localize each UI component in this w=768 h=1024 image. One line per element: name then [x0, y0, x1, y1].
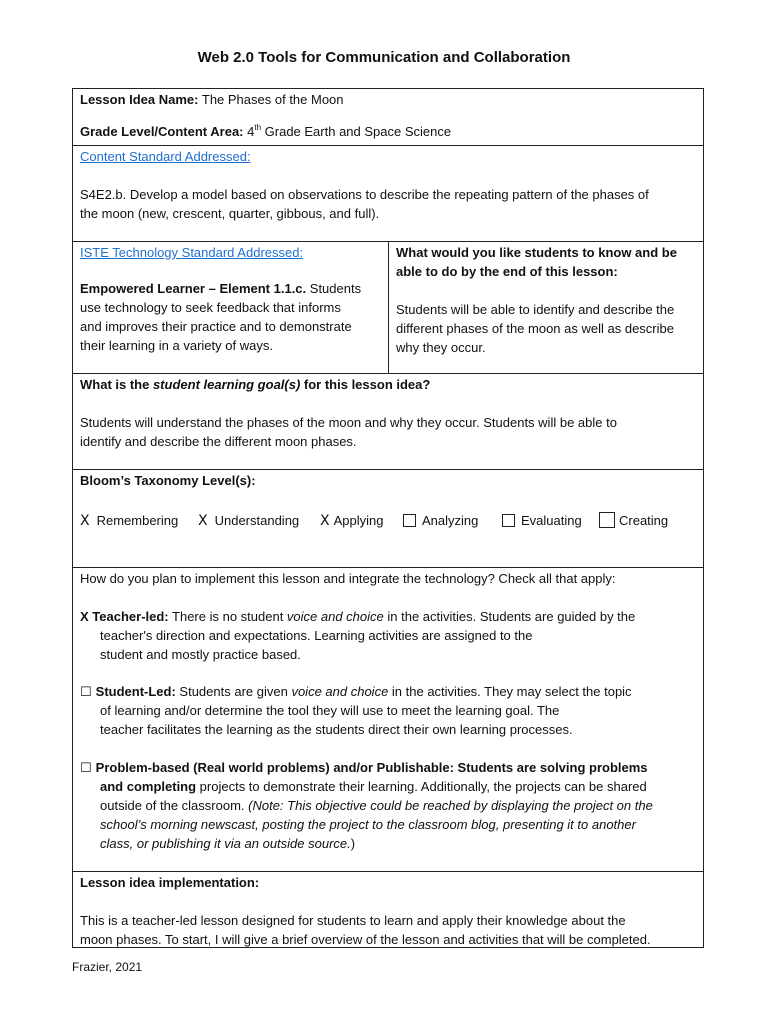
- blooms-heading: Bloom’s Taxonomy Level(s):: [80, 473, 256, 488]
- goal-heading-pre: What is the: [80, 377, 153, 392]
- lesson-implementation-row: [73, 872, 703, 947]
- blooms-level-label: Evaluating: [521, 513, 582, 528]
- lesson-implementation-heading: Lesson idea implementation:: [80, 875, 260, 890]
- content-standard-line-1: S4E2.b. Develop a model based on observations to describe the repeating pattern of the phases of: [80, 187, 649, 202]
- grade-area: Grade Earth and Space Science: [261, 124, 452, 139]
- iste-heading[interactable]: ISTE Technology Standard Addressed:: [80, 245, 304, 260]
- grade-level-label: Grade Level/Content Area:: [80, 124, 244, 139]
- teacher-led-label: Teacher-led:: [92, 609, 169, 624]
- blooms-level-label: Creating: [619, 513, 669, 528]
- lesson-info-row: [73, 89, 703, 146]
- grade-suffix: th: [254, 123, 262, 132]
- student-led-line-1: [80, 682, 632, 702]
- iste-line-1-rest: Students: [306, 281, 362, 296]
- student-led-line-2: of learning and/or determine the tool they will use to meet the learning goal. The: [100, 703, 560, 718]
- problem-based-note-1: (Note: This objective could be reached by displaying the project on the: [248, 798, 653, 813]
- content-standard-row: [73, 146, 703, 242]
- teacher-led-line-2: teacher's direction and expectations. Learning activities are assigned to the: [100, 628, 533, 643]
- blooms-level-applying[interactable]: [320, 511, 383, 531]
- problem-based-line-3: [100, 796, 653, 815]
- blooms-levels: [73, 511, 703, 531]
- teacher-led-line-3: student and mostly practice based.: [100, 647, 301, 662]
- blooms-level-creating[interactable]: [599, 511, 668, 530]
- blooms-level-label: Remembering: [96, 513, 179, 528]
- iste-line-2: use technology to seek feedback that informs: [80, 300, 341, 315]
- know-heading-2: able to do by the end of this lesson:: [396, 264, 618, 279]
- problem-based-line-2: [100, 777, 647, 796]
- learning-goal-row: [73, 374, 703, 470]
- know-line-2: different phases of the moon as well as describe: [396, 321, 674, 336]
- problem-based-line-4: school’s morning newscast, posting the project to the classroom blog, presenting it to another: [100, 817, 636, 832]
- content-standard-line-2: the moon (new, crescent, quarter, gibbous, and full).: [80, 206, 380, 221]
- grade-number: 4: [243, 124, 255, 139]
- lesson-name-label: Lesson Idea Name:: [80, 92, 199, 107]
- learning-goal-heading: [80, 375, 430, 394]
- know-line-1: Students will be able to identify and describe the: [396, 302, 675, 317]
- iste-cell: [73, 242, 389, 373]
- page-footer: Frazier, 2021: [72, 960, 143, 974]
- problem-based-checkbox-icon[interactable]: ☐: [80, 761, 92, 776]
- student-led-italic: voice and choice: [291, 684, 389, 699]
- lesson-plan-table: [72, 88, 704, 948]
- content-standard-heading[interactable]: Content Standard Addressed:: [80, 149, 251, 164]
- lesson-implementation-line-2: moon phases. To start, I will give a brief overview of the lesson and activities that will be completed.: [80, 932, 651, 947]
- implementation-question: How do you plan to implement this lesson and integrate the technology? Check all that apply:: [80, 571, 616, 586]
- blooms-level-understanding[interactable]: [198, 511, 299, 531]
- lesson-implementation-line-1: This is a teacher-led lesson designed for students to learn and apply their knowledge about the: [80, 913, 626, 928]
- teacher-led-italic: voice and choice: [286, 609, 384, 624]
- problem-based-end: ): [350, 836, 356, 851]
- blooms-level-label: Analyzing: [422, 513, 479, 528]
- blooms-row: [73, 470, 703, 568]
- problem-based-line-5: [100, 834, 355, 853]
- problem-based-bold: and completing: [100, 779, 197, 794]
- standards-row: [73, 242, 703, 374]
- goal-heading-post: for this lesson idea?: [300, 377, 431, 392]
- checkbox-icon: [403, 514, 416, 527]
- problem-based-line-1: [80, 758, 648, 778]
- iste-element: Empowered Learner – Element 1.1.c.: [80, 281, 307, 296]
- student-led-text-a: Students are given: [175, 684, 292, 699]
- learning-goal-line-2: identify and describe the different moon phases.: [80, 434, 357, 449]
- learning-goal-line-1: Students will understand the phases of the moon and why they occur. Students will be able to: [80, 415, 617, 430]
- student-led-text-b: in the activities. They may select the topic: [388, 684, 632, 699]
- x-mark-icon: X: [320, 513, 330, 529]
- blooms-level-label: Understanding: [214, 513, 300, 528]
- student-led-label: Student-Led:: [95, 684, 176, 699]
- x-mark-icon: X: [198, 513, 208, 529]
- teacher-led-mark[interactable]: X: [80, 609, 89, 624]
- blooms-level-evaluating[interactable]: [502, 511, 582, 530]
- implementation-approach-row: [73, 568, 703, 872]
- problem-based-label: Problem-based (Real world problems) and/or Publishable: Students are solving problems: [95, 760, 648, 775]
- teacher-led-text-b: in the activities. Students are guided by the: [383, 609, 636, 624]
- iste-line-1: [80, 279, 361, 298]
- teacher-led-line-1: [80, 607, 635, 626]
- teacher-led-text-a: There is no student: [168, 609, 287, 624]
- student-led-checkbox-icon[interactable]: ☐: [80, 685, 92, 700]
- blooms-level-remembering[interactable]: [80, 511, 178, 531]
- checkbox-icon: [599, 512, 615, 528]
- student-led-line-3: teacher facilitates the learning as the students direct their own learning processes.: [100, 722, 573, 737]
- page-title: Web 2.0 Tools for Communication and Collaboration: [197, 49, 571, 66]
- goal-heading-italic: student learning goal(s): [152, 377, 301, 392]
- know-line-3: why they occur.: [396, 340, 486, 355]
- checkbox-icon: [502, 514, 515, 527]
- know-heading-1: What would you like students to know and be: [396, 245, 677, 260]
- x-mark-icon: X: [80, 513, 90, 529]
- lesson-name-line: [80, 90, 344, 109]
- grade-level-line: [80, 118, 451, 141]
- know-cell: [389, 242, 703, 373]
- iste-line-4: their learning in a variety of ways.: [80, 338, 273, 353]
- problem-based-note-3: class, or publishing it via an outside source.: [100, 836, 351, 851]
- blooms-level-label: Applying: [333, 513, 384, 528]
- lesson-name-value: The Phases of the Moon: [198, 92, 344, 107]
- blooms-level-analyzing[interactable]: [403, 511, 478, 530]
- problem-based-text-a: outside of the classroom.: [100, 798, 249, 813]
- problem-based-text: projects to demonstrate their learning. Additionally, the projects can be shared: [196, 779, 647, 794]
- iste-line-3: and improves their practice and to demonstrate: [80, 319, 352, 334]
